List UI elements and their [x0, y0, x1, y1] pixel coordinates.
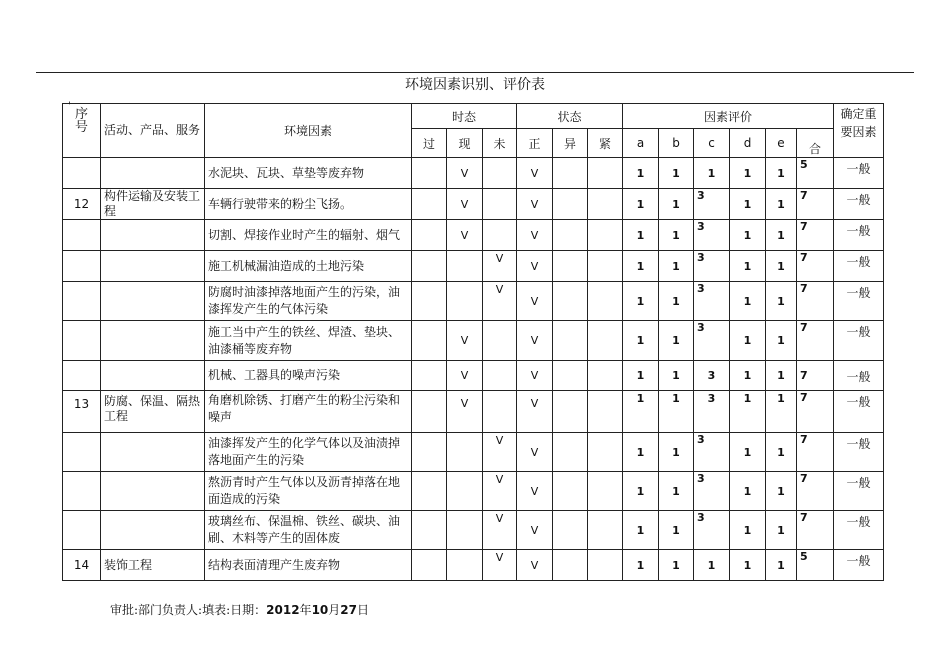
sum-cell: 7: [797, 251, 834, 282]
normal-cell: V: [517, 158, 553, 189]
score-b-cell: 1: [659, 282, 694, 321]
factor-cell: 玻璃丝布、保温棉、铁丝、碳块、油刷、木料等产生的固体废: [205, 511, 412, 550]
header-sum: 合: [797, 129, 834, 158]
score-b-cell: 1: [659, 220, 694, 251]
grade-cell: 一般: [834, 220, 884, 251]
score-d-cell: 1: [730, 472, 766, 511]
now-cell: V: [447, 321, 483, 361]
score-e-cell: 1: [766, 220, 797, 251]
table-row: [63, 391, 884, 433]
activity-cell: [101, 158, 205, 189]
score-d-cell: 1: [730, 433, 766, 472]
seq-cell: [63, 282, 101, 321]
emergency-cell: [588, 361, 623, 391]
score-e-cell: 1: [766, 433, 797, 472]
header-a: a: [623, 129, 659, 158]
factor-cell: 防腐时油漆掉落地面产生的污染，油漆挥发产生的气体污染: [205, 282, 412, 321]
score-d-cell: 1: [730, 251, 766, 282]
past-cell: [412, 282, 447, 321]
score-b-cell: 1: [659, 391, 694, 433]
evaluation-table: [62, 103, 884, 581]
abnormal-cell: [553, 472, 588, 511]
score-a-cell: 1: [623, 220, 659, 251]
score-c-cell: 3: [694, 189, 730, 220]
header-state-abnormal: 异: [553, 129, 588, 158]
score-d-cell: 1: [730, 321, 766, 361]
seq-cell: [63, 251, 101, 282]
score-b-cell: 1: [659, 158, 694, 189]
activity-cell: [101, 361, 205, 391]
sum-cell: 7: [797, 433, 834, 472]
table-row: [63, 511, 884, 550]
past-cell: [412, 321, 447, 361]
abnormal-cell: [553, 158, 588, 189]
activity-cell: [101, 511, 205, 550]
now-cell: [447, 433, 483, 472]
score-d-cell: 1: [730, 158, 766, 189]
header-tense: 时态: [412, 104, 517, 129]
emergency-cell: [588, 511, 623, 550]
normal-cell: V: [517, 220, 553, 251]
score-c-cell: 1: [694, 550, 730, 581]
factor-cell: 施工当中产生的铁丝、焊渣、垫块、油漆桶等废弃物: [205, 321, 412, 361]
table-row: [63, 282, 884, 321]
header-d: d: [730, 129, 766, 158]
now-cell: V: [447, 361, 483, 391]
abnormal-cell: [553, 433, 588, 472]
grade-cell: 一般: [834, 251, 884, 282]
score-b-cell: 1: [659, 472, 694, 511]
score-e-cell: 1: [766, 251, 797, 282]
emergency-cell: [588, 472, 623, 511]
past-cell: [412, 472, 447, 511]
activity-cell: 装饰工程: [101, 550, 205, 581]
header-state: 状态: [517, 104, 623, 129]
abnormal-cell: [553, 321, 588, 361]
normal-cell: V: [517, 391, 553, 433]
normal-cell: V: [517, 472, 553, 511]
factor-cell: 切割、焊接作业时产生的辐射、烟气: [205, 220, 412, 251]
footer-day-unit: 日: [356, 603, 369, 617]
now-cell: V: [447, 189, 483, 220]
header-e: e: [766, 129, 797, 158]
sum-cell: 5: [797, 550, 834, 581]
sum-cell: 5: [797, 158, 834, 189]
emergency-cell: [588, 189, 623, 220]
grade-cell: 一般: [834, 511, 884, 550]
factor-cell: 结构表面清理产生废弃物: [205, 550, 412, 581]
header-state-normal: 正: [517, 129, 553, 158]
future-cell: V: [483, 433, 517, 472]
abnormal-cell: [553, 251, 588, 282]
score-e-cell: 1: [766, 472, 797, 511]
score-e-cell: 1: [766, 158, 797, 189]
footer-month-unit: 月: [328, 603, 341, 617]
sum-cell: 7: [797, 220, 834, 251]
score-d-cell: 1: [730, 511, 766, 550]
score-c-cell: 3: [694, 282, 730, 321]
seq-cell: [63, 220, 101, 251]
seq-cell: 14: [63, 550, 101, 581]
score-e-cell: 1: [766, 511, 797, 550]
factor-cell: 车辆行驶带来的粉尘飞扬。: [205, 189, 412, 220]
now-cell: V: [447, 391, 483, 433]
score-a-cell: 1: [623, 251, 659, 282]
score-a-cell: 1: [623, 158, 659, 189]
abnormal-cell: [553, 189, 588, 220]
future-cell: [483, 321, 517, 361]
score-a-cell: 1: [623, 321, 659, 361]
future-cell: V: [483, 511, 517, 550]
sum-cell: 7: [797, 391, 834, 433]
sum-cell: 7: [797, 321, 834, 361]
now-cell: V: [447, 220, 483, 251]
grade-cell: 一般: [834, 391, 884, 433]
seq-cell: [63, 472, 101, 511]
table-row: [63, 433, 884, 472]
factor-cell: 熬沥青时产生气体以及沥青掉落在地面造成的污染: [205, 472, 412, 511]
activity-cell: [101, 472, 205, 511]
abnormal-cell: [553, 220, 588, 251]
score-d-cell: 1: [730, 189, 766, 220]
table-row: [63, 189, 884, 220]
normal-cell: V: [517, 189, 553, 220]
normal-cell: V: [517, 433, 553, 472]
emergency-cell: [588, 550, 623, 581]
footer-month: 10: [311, 603, 329, 617]
header-tense-now: 现: [447, 129, 483, 158]
grade-cell: 一般: [834, 282, 884, 321]
grade-cell: 一般: [834, 189, 884, 220]
page-title: 环境因素识别、评价表: [405, 77, 545, 93]
abnormal-cell: [553, 550, 588, 581]
future-cell: [483, 189, 517, 220]
score-e-cell: 1: [766, 550, 797, 581]
header-seq: [63, 101, 101, 158]
seq-cell: [63, 433, 101, 472]
past-cell: [412, 550, 447, 581]
now-cell: [447, 472, 483, 511]
seq-cell: [63, 321, 101, 361]
score-c-cell: 3: [694, 511, 730, 550]
score-b-cell: 1: [659, 321, 694, 361]
score-b-cell: 1: [659, 361, 694, 391]
score-c-cell: 3: [694, 321, 730, 361]
now-cell: [447, 251, 483, 282]
factor-cell: 水泥块、瓦块、草垫等废弃物: [205, 158, 412, 189]
past-cell: [412, 220, 447, 251]
score-d-cell: 1: [730, 220, 766, 251]
seq-cell: [63, 158, 101, 189]
table-row: [63, 321, 884, 361]
activity-cell: [101, 433, 205, 472]
emergency-cell: [588, 391, 623, 433]
header-factor: 环境因素: [205, 104, 412, 158]
normal-cell: V: [517, 361, 553, 391]
footer-prefix: 审批:部门负责人:填表:日期：: [110, 603, 267, 617]
abnormal-cell: [553, 361, 588, 391]
future-cell: [483, 220, 517, 251]
future-cell: V: [483, 251, 517, 282]
header-tense-future: 未: [483, 129, 517, 158]
normal-cell: V: [517, 251, 553, 282]
factor-cell: 施工机械漏油造成的土地污染: [205, 251, 412, 282]
activity-cell: [101, 251, 205, 282]
score-d-cell: 1: [730, 550, 766, 581]
score-b-cell: 1: [659, 189, 694, 220]
sum-cell: 7: [797, 511, 834, 550]
past-cell: [412, 391, 447, 433]
activity-cell: 防腐、保温、隔热工程: [101, 391, 205, 433]
score-d-cell: 1: [730, 361, 766, 391]
header-b: b: [659, 129, 694, 158]
top-rule: [36, 72, 914, 73]
score-c-cell: 3: [694, 472, 730, 511]
score-b-cell: 1: [659, 511, 694, 550]
past-cell: [412, 433, 447, 472]
emergency-cell: [588, 433, 623, 472]
score-a-cell: 1: [623, 433, 659, 472]
score-e-cell: 1: [766, 189, 797, 220]
past-cell: [412, 158, 447, 189]
score-a-cell: 1: [623, 511, 659, 550]
normal-cell: V: [517, 550, 553, 581]
past-cell: [412, 189, 447, 220]
approval-footer: [110, 601, 369, 618]
score-e-cell: 1: [766, 391, 797, 433]
emergency-cell: [588, 251, 623, 282]
sum-cell: 7: [797, 189, 834, 220]
emergency-cell: [588, 158, 623, 189]
score-a-cell: 1: [623, 472, 659, 511]
grade-cell: 一般: [834, 361, 884, 391]
now-cell: V: [447, 158, 483, 189]
activity-cell: [101, 321, 205, 361]
table-row: [63, 361, 884, 391]
score-c-cell: 3: [694, 251, 730, 282]
now-cell: [447, 550, 483, 581]
score-a-cell: 1: [623, 361, 659, 391]
activity-cell: [101, 282, 205, 321]
score-c-cell: 1: [694, 158, 730, 189]
footer-day: 27: [340, 603, 357, 617]
now-cell: [447, 282, 483, 321]
header-c: c: [694, 129, 730, 158]
footer-year-unit: 年: [299, 603, 312, 617]
emergency-cell: [588, 321, 623, 361]
score-c-cell: 3: [694, 433, 730, 472]
table-row: [63, 550, 884, 581]
score-d-cell: 1: [730, 282, 766, 321]
sum-cell: 7: [797, 361, 834, 391]
score-c-cell: 3: [694, 361, 730, 391]
grade-cell: 一般: [834, 321, 884, 361]
abnormal-cell: [553, 282, 588, 321]
score-c-cell: 3: [694, 220, 730, 251]
score-a-cell: 1: [623, 391, 659, 433]
score-c-cell: 3: [694, 391, 730, 433]
past-cell: [412, 511, 447, 550]
sum-cell: 7: [797, 282, 834, 321]
abnormal-cell: [553, 511, 588, 550]
score-b-cell: 1: [659, 251, 694, 282]
future-cell: V: [483, 472, 517, 511]
emergency-cell: [588, 220, 623, 251]
factor-cell: 角磨机除锈、打磨产生的粉尘污染和噪声: [205, 391, 412, 433]
grade-cell: 一般: [834, 433, 884, 472]
header-seq-mark: ': [68, 101, 71, 112]
score-e-cell: 1: [766, 361, 797, 391]
factor-cell: 机械、工器具的噪声污染: [205, 361, 412, 391]
table-row: [63, 472, 884, 511]
score-b-cell: 1: [659, 550, 694, 581]
activity-cell: [101, 220, 205, 251]
seq-cell: [63, 511, 101, 550]
grade-cell: 一般: [834, 158, 884, 189]
normal-cell: V: [517, 321, 553, 361]
table-row: [63, 251, 884, 282]
seq-cell: 13: [63, 391, 101, 433]
future-cell: V: [483, 282, 517, 321]
future-cell: [483, 158, 517, 189]
factor-cell: 油漆挥发产生的化学气体以及油渍掉落地面产生的污染: [205, 433, 412, 472]
score-e-cell: 1: [766, 282, 797, 321]
normal-cell: V: [517, 282, 553, 321]
seq-cell: 12: [63, 189, 101, 220]
table-row: [63, 158, 884, 189]
past-cell: [412, 361, 447, 391]
score-e-cell: 1: [766, 321, 797, 361]
header-state-emergency: 紧: [588, 129, 623, 158]
now-cell: [447, 511, 483, 550]
past-cell: [412, 251, 447, 282]
abnormal-cell: [553, 391, 588, 433]
grade-cell: 一般: [834, 472, 884, 511]
score-a-cell: 1: [623, 282, 659, 321]
header-activity: 活动、产品、服务: [101, 104, 205, 158]
activity-cell: 构件运输及安装工程: [101, 189, 205, 220]
header-eval: 因素评价: [623, 104, 834, 129]
score-b-cell: 1: [659, 433, 694, 472]
header-important: 确定重要因素: [834, 104, 884, 158]
seq-cell: [63, 361, 101, 391]
header-tense-past: 过: [412, 129, 447, 158]
header-seq-label: 序号: [74, 107, 88, 135]
grade-cell: 一般: [834, 550, 884, 581]
normal-cell: V: [517, 511, 553, 550]
future-cell: [483, 361, 517, 391]
table-row: [63, 220, 884, 251]
score-a-cell: 1: [623, 550, 659, 581]
future-cell: V: [483, 550, 517, 581]
score-a-cell: 1: [623, 189, 659, 220]
footer-year: 2012: [266, 603, 300, 617]
score-d-cell: 1: [730, 391, 766, 433]
sum-cell: 7: [797, 472, 834, 511]
emergency-cell: [588, 282, 623, 321]
future-cell: [483, 391, 517, 433]
